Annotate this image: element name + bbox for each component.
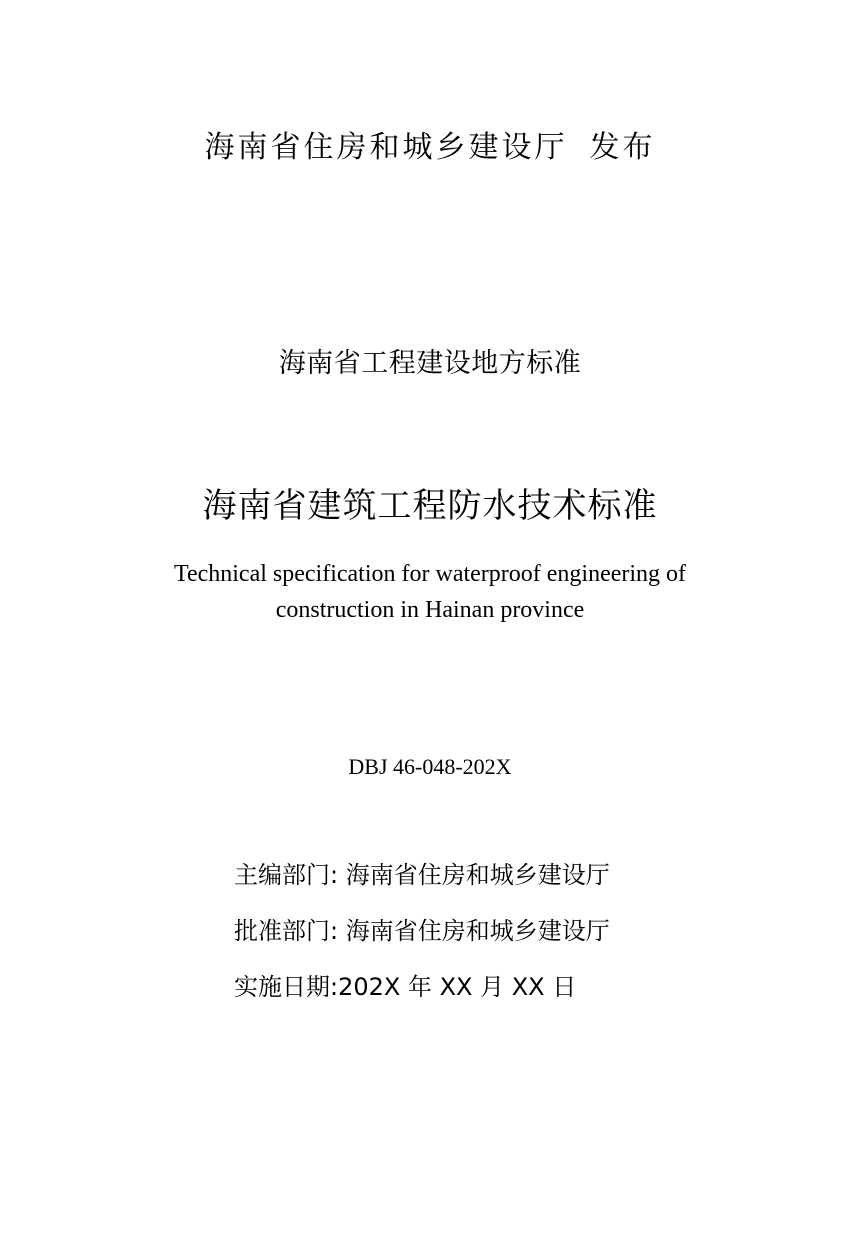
implementation-date-label: 实施日期: <box>234 973 339 1001</box>
document-title-chinese: 海南省建筑工程防水技术标准 <box>202 486 658 526</box>
document-title-english-line-2: construction in Hainan province <box>275 597 585 623</box>
publisher-line <box>0 128 860 168</box>
standard-category: 海南省工程建设地方标准 <box>278 348 582 379</box>
approval-value: 海南省住房和城乡建设厅 <box>345 917 610 945</box>
standard-code: DBJ 46-048-202X <box>348 754 512 779</box>
chief-editor-value: 海南省住房和城乡建设厅 <box>345 861 610 889</box>
publish-word: 发布 <box>589 130 656 165</box>
publisher-name: 海南省住房和城乡建设厅 <box>204 130 568 165</box>
approval-label: 批准部门: <box>234 917 339 945</box>
chief-editor-department <box>234 858 610 892</box>
approval-department <box>234 914 610 948</box>
implementation-date <box>234 970 576 1004</box>
implementation-date-value: 202X 年 XX 月 XX 日 <box>338 973 577 1001</box>
chief-editor-label: 主编部门: <box>234 861 339 889</box>
document-title-english-line-1: Technical specification for waterproof engineering of <box>173 561 687 587</box>
